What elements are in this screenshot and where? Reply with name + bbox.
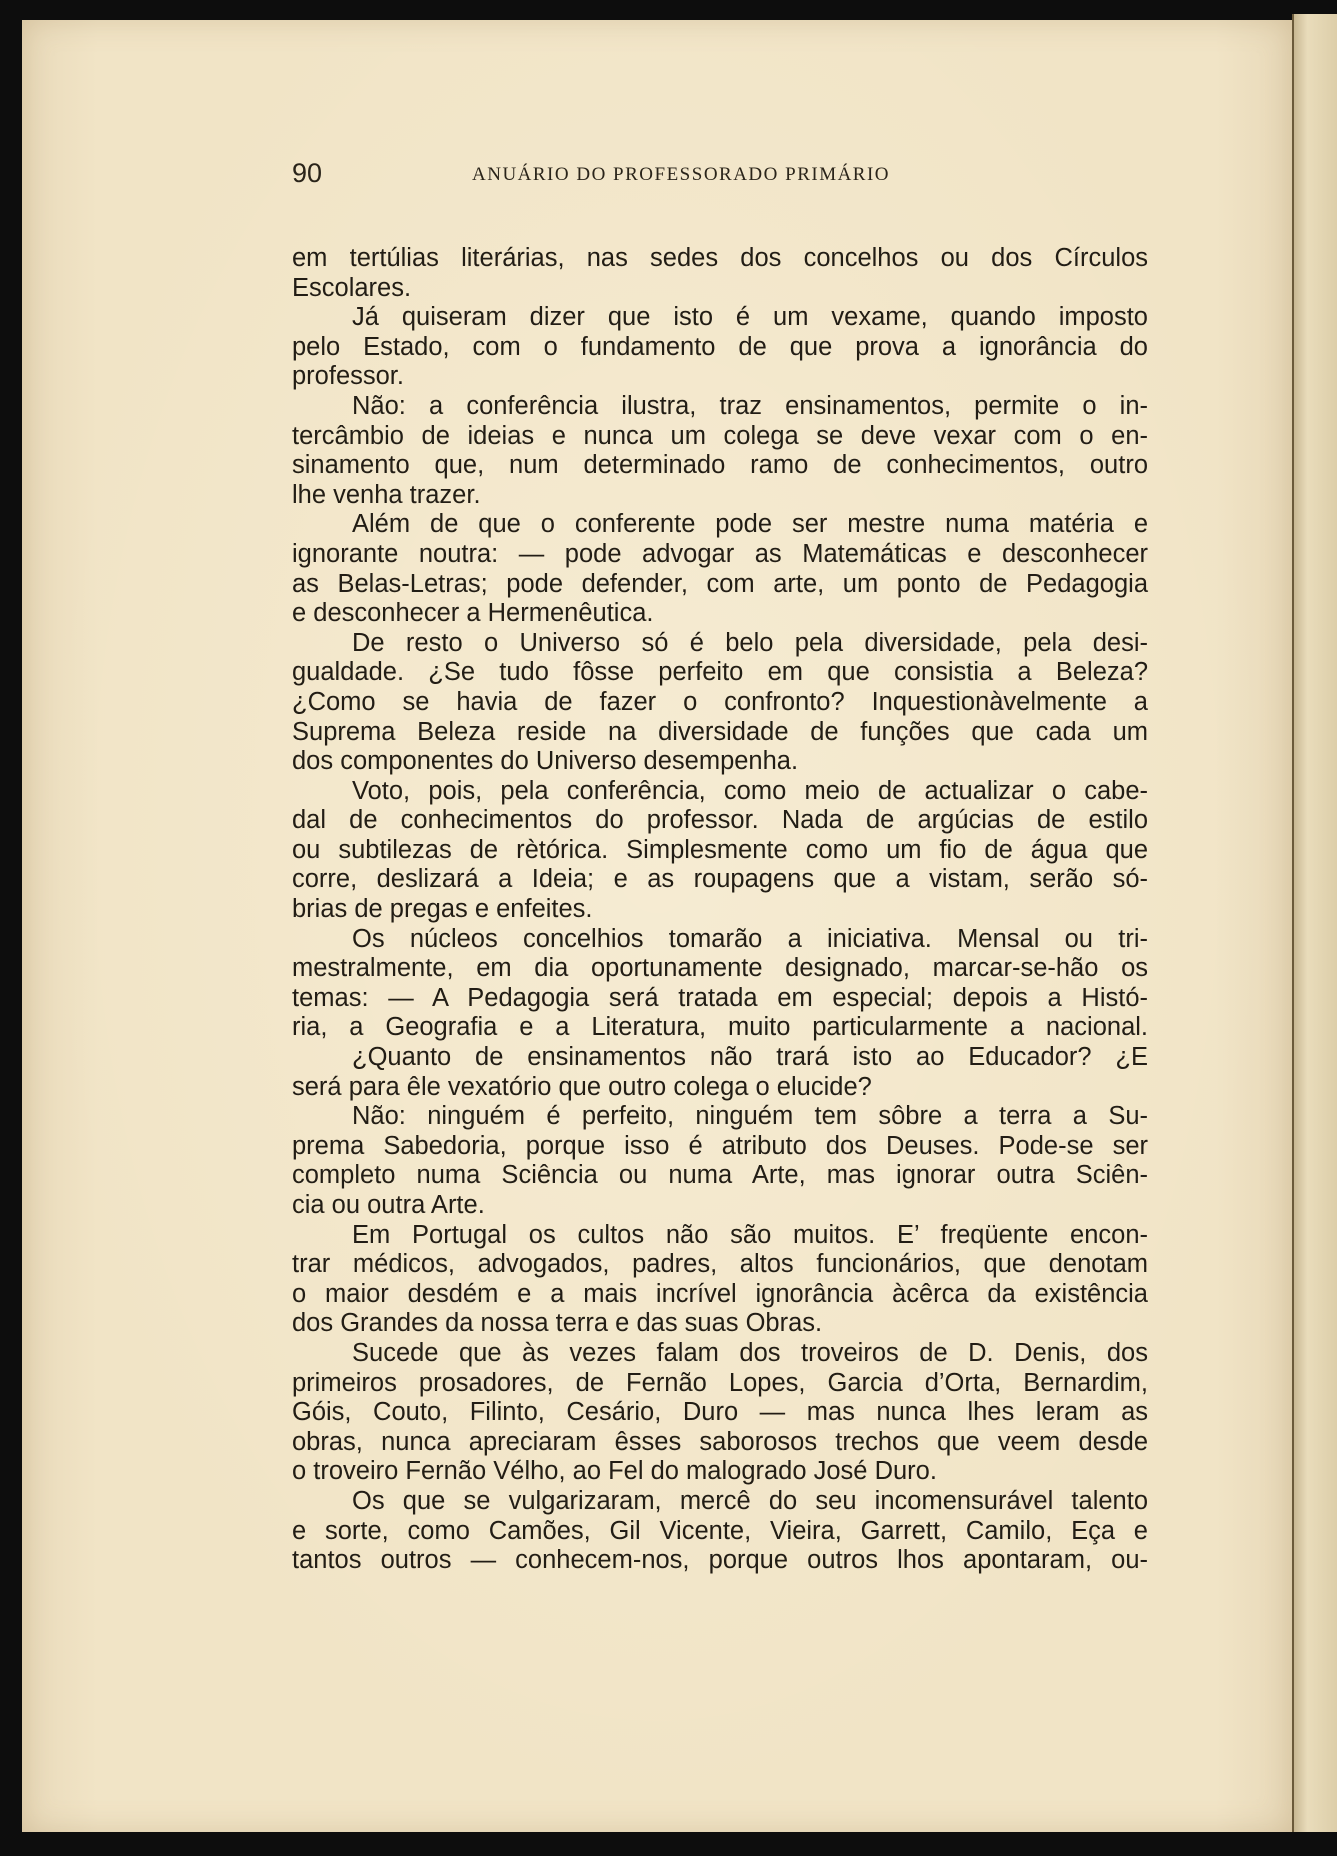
text-line: Suprema Beleza reside na diversidade de funções que cada um	[292, 717, 1148, 746]
text-line: obras, nunca apreciaram êsses saborosos trechos que veem desde	[292, 1427, 1148, 1456]
text-line: Os que se vulgarizaram, mercê do seu incomensurável talento	[352, 1486, 1148, 1515]
text-line: primeiros prosadores, de Fernão Lopes, Garcia d’Orta, Bernardim,	[292, 1368, 1148, 1397]
text-line: Não: ninguém é perfeito, ninguém tem sôbre a terra a Su-	[352, 1102, 1148, 1131]
text-line: ignorante noutra: — pode advogar as Matemáticas e desconhecer	[292, 539, 1148, 568]
text-line: tantos outros — conhecem-nos, porque outros lhos apontaram, ou-	[292, 1546, 1148, 1575]
text-line: Em Portugal os cultos não são muitos. E’ freqüente encon-	[352, 1220, 1148, 1249]
text-line: ¿Como se havia de fazer o confronto? Inquestionàvelmente a	[292, 687, 1148, 716]
body-text	[292, 244, 1148, 1576]
text-line: dal de conhecimentos do professor. Nada de argúcias de estilo	[292, 806, 1148, 835]
text-line: pelo Estado, com o fundamento de que prova a ignorância do	[292, 332, 1148, 361]
text-line: dos Grandes da nossa terra e das suas Obras.	[292, 1309, 823, 1338]
text-line: tercâmbio de ideias e nunca um colega se deve vexar com o en-	[292, 421, 1148, 450]
text-line: o maior desdém e a mais incrível ignorância àcêrca da existência	[292, 1279, 1148, 1308]
text-line: ria, a Geografia e a Literatura, muito particularmente a nacional.	[292, 1013, 1148, 1042]
text-line: o troveiro Fernão Vélho, ao Fel do malogrado José Duro.	[292, 1457, 937, 1486]
text-line: e desconhecer a Hermenêutica.	[292, 599, 654, 628]
text-line: prema Sabedoria, porque isso é atributo dos Deuses. Pode-se ser	[292, 1131, 1148, 1160]
text-line: Já quiseram dizer que isto é um vexame, quando imposto	[352, 303, 1148, 332]
text-line: Góis, Couto, Filinto, Cesário, Duro — mas nunca lhes leram as	[292, 1398, 1148, 1427]
text-line: trar médicos, advogados, padres, altos funcionários, que denotam	[292, 1250, 1148, 1279]
text-line: Escolares.	[292, 273, 412, 302]
page-header	[292, 158, 972, 194]
text-line: ou subtilezas de rètórica. Simplesmente como um fio de água que	[292, 835, 1148, 864]
text-line: Voto, pois, pela conferência, como meio de actualizar o cabe-	[352, 776, 1148, 805]
text-line: Além de que o conferente pode ser mestre numa matéria e	[352, 510, 1148, 539]
text-line: em tertúlias literárias, nas sedes dos concelhos ou dos Círculos	[292, 244, 1148, 272]
adjacent-page-edge	[1292, 14, 1337, 1832]
running-head: ANUÁRIO DO PROFESSORADO PRIMÁRIO	[472, 164, 891, 185]
text-line: professor.	[292, 362, 404, 391]
text-line: será para êle vexatório que outro colega o elucide?	[292, 1072, 872, 1101]
text-line: cia ou outra Arte.	[292, 1191, 485, 1219]
text-line: De resto o Universo só é belo pela diversidade, pela desi-	[352, 628, 1148, 657]
text-line: sinamento que, num determinado ramo de conhecimentos, outro	[292, 451, 1148, 480]
text-line: Não: a conferência ilustra, traz ensinamentos, permite o in-	[352, 391, 1148, 420]
text-line: as Belas-Letras; pode defender, com arte, um ponto de Pedagogia	[292, 569, 1148, 598]
text-line: Os núcleos concelhios tomarão a iniciativa. Mensal ou tri-	[352, 924, 1148, 953]
text-line: mestralmente, em dia oportunamente designado, marcar-se-hão os	[292, 954, 1148, 983]
text-line: Sucede que às vezes falam dos troveiros de D. Denis, dos	[352, 1338, 1148, 1367]
text-line: corre, deslizará a Ideia; e as roupagens que a vistam, serão só-	[292, 865, 1148, 894]
text-line: e sorte, como Camões, Gil Vicente, Vieira, Garrett, Camilo, Eça e	[292, 1516, 1148, 1545]
text-line: completo numa Sciência ou numa Arte, mas ignorar outra Sciên-	[292, 1161, 1148, 1190]
text-line: lhe venha trazer.	[292, 480, 481, 509]
text-line: gualdade. ¿Se tudo fôsse perfeito em que consistia a Beleza?	[292, 658, 1148, 687]
page-number: 90	[292, 158, 323, 188]
text-line: dos componentes do Universo desempenha.	[292, 747, 799, 776]
text-line: brias de pregas e enfeites.	[292, 895, 593, 924]
text-line: ¿Quanto de ensinamentos não trará isto ao Educador? ¿E	[352, 1043, 1148, 1072]
text-line: temas: — A Pedagogia será tratada em especial; depois a Histó-	[292, 983, 1148, 1012]
